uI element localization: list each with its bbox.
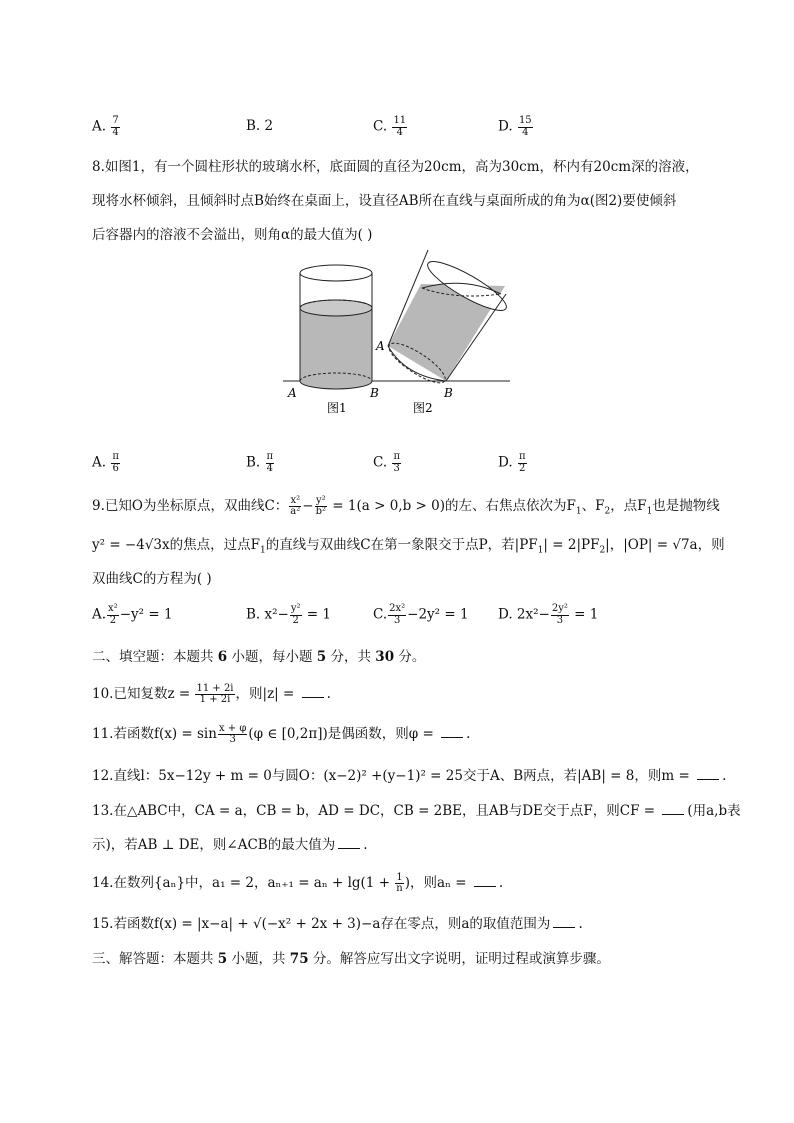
q11: 11.若函数f(x) = sin $\frac{x + \varphi}{3}$ (φ ∈ [0,2π])是偶函数，则φ = . (92, 722, 471, 745)
q9-option-a: A. $\frac{\text{x²}}{2}$ −y² = 1 (92, 603, 173, 626)
q8-line-1: 8.如图1，有一个圆柱形状的玻璃水杯，底面圆的直径为20cm，高为30cm，杯内有20cm深的溶液， (92, 159, 699, 175)
q10: 10.已知复数z = $\frac{11 + 2i}{1 + 2i}$ ，则|z| = . (92, 682, 331, 705)
caption-fig2: 图2 (413, 401, 433, 414)
q14: 14.在数列{aₙ}中，a₁ = 2，aₙ₊₁ = aₙ + lg(1 + $\frac{1}{n}$ )，则aₙ = . (92, 871, 504, 894)
q13-line-1: 13.在△ABC中，CA = a，CB = b，AD = DC，CB = 2BE，且AB与DE交于点F，则CF = (用a,b表 (92, 803, 741, 819)
q8-option-c: C. $\frac{\pi}{3}$ (373, 451, 401, 474)
q8-option-a: A. $\frac{\pi}{6}$ (92, 451, 119, 474)
q9-option-c: C. $\frac{\text{2x²}}{3}$ −2y² = 1 (373, 603, 469, 626)
cylinder-upright (300, 265, 372, 389)
q9-line-1: 9.已知O为坐标原点，双曲线C： $\frac{\text{x²}}{\text{a²}}$ − $\frac{\text{y²}}{\text{b²}}$ = 1(a > 0,b > 0)的左、右焦点依次为$F_1$、$F_2$，点$F_1$也是抛物线 (92, 494, 720, 517)
section-3-heading: 三、解答题：本题共 5 小题，共 75 分。解答应写出文字说明，证明过程或演算步骤。 (92, 951, 610, 967)
q8-option-d: D. $\frac{\pi}{2}$ (498, 451, 526, 474)
q12: 12.直线l：5x−12y + m = 0与圆O：(x−2)² +(y−1)² = 25交于A、B两点，若|AB| = 8，则m = . (92, 768, 727, 784)
q9-line-2: y² = −4√3x的焦点，过点$F_1$的直线与双曲线C在第一象限交于点P，若$|PF_1| = 2|PF_2|$，|OP| = √7a，则 (92, 537, 725, 556)
q7-option-c: C. $\frac{11}{4}$ (373, 115, 407, 138)
q9-option-b: B. x²− $\frac{\text{y²}}{2}$ = 1 (246, 603, 331, 626)
q8-line-2: 现将水杯倾斜，且倾斜时点B始终在桌面上，设直径AB所在直线与桌面所成的角为α(图2)要使倾斜 (92, 193, 677, 209)
q8-figure (280, 246, 515, 414)
label-a1: A (288, 386, 297, 400)
q13-line-2: 示)，若AB ⊥ DE，则∠ACB的最大值为 . (92, 837, 368, 853)
q7-option-d: D. $\frac{15}{4}$ (498, 115, 532, 138)
label-b1: B (370, 386, 379, 400)
q9-option-d: D. 2x²− $\frac{\text{2y²}}{3}$ = 1 (498, 603, 599, 626)
q8-line-3: 后容器内的溶液不会溢出，则角α的最大值为( ) (92, 227, 373, 243)
q9-line-3: 双曲线C的方程为( ) (92, 571, 212, 587)
section-2-heading: 二、填空题：本题共 6 小题，每小题 5 分，共 30 分。 (92, 649, 426, 665)
q8-option-b: B. $\frac{\pi}{4}$ (246, 451, 274, 474)
q7-option-b: B. 2 (246, 118, 274, 134)
label-a2: A (376, 339, 385, 353)
cylinder-tilted-body (384, 250, 512, 389)
q15: 15.若函数f(x) = |x−a| + √(−x² + 2x + 3)−a存在零点，则a的取值范围为 . (92, 916, 583, 932)
q7-option-a: A. $\frac{7}{4}$ (92, 115, 119, 138)
caption-fig1: 图1 (327, 401, 347, 414)
label-b2: B (444, 386, 453, 400)
